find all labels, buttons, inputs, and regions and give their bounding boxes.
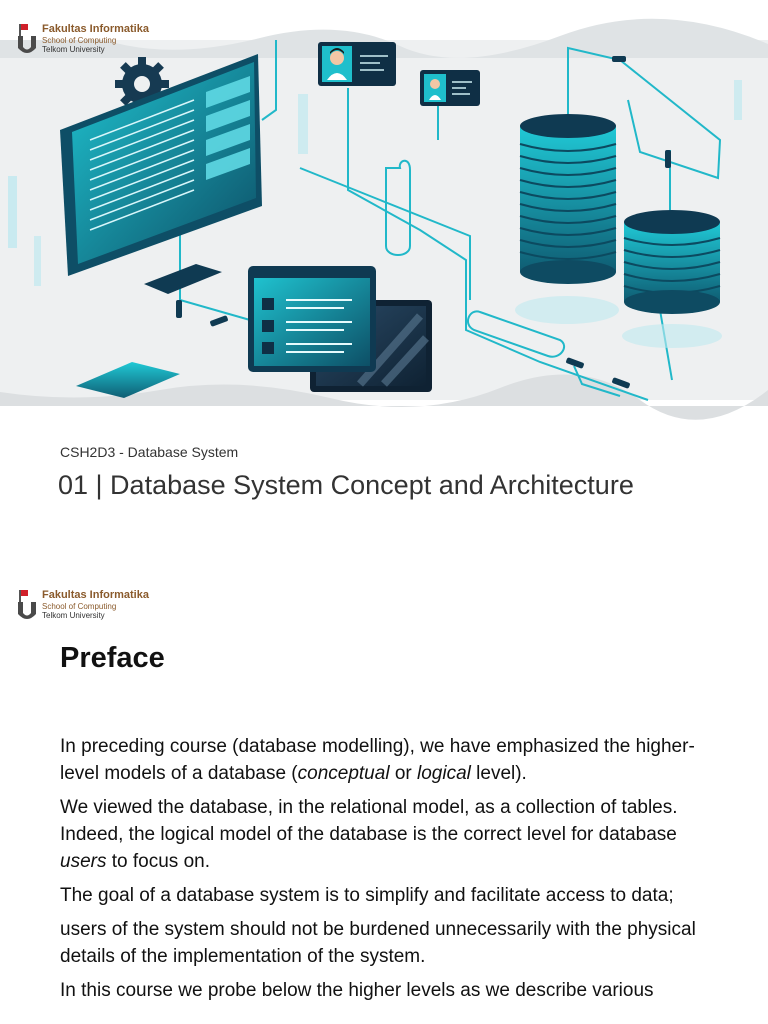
logo-school: School of Computing [42, 602, 117, 611]
course-code: CSH2D3 - Database System [60, 444, 239, 460]
logo-faculty: Fakultas Informatika [42, 23, 149, 35]
paragraph-text: In preceding course (database modelling), we have emphasized the higher-level models of a database ( [60, 736, 695, 784]
paragraph-text: users of the system should not be burdened unnecessarily with the physical details of the implementation of the system. [60, 919, 696, 967]
paragraph-text: We viewed the database, in the relational model, as a collection of tables. Indeed, the logical model of the database is the correct level for database [60, 797, 678, 845]
preface-body [60, 733, 720, 1011]
emphasis-text: users [60, 851, 107, 872]
paragraph-text: or [389, 763, 417, 784]
telkom-logo [16, 24, 149, 58]
telkom-logo [16, 590, 149, 624]
section-heading: Preface [60, 642, 165, 674]
preface-slide [0, 570, 768, 1024]
paragraph-text: In this course we probe below the higher levels as we describe various [60, 980, 654, 1001]
paragraph-text: The goal of a database system is to simplify and facilitate access to data; [60, 885, 674, 906]
paragraph-text: level). [470, 763, 527, 784]
university-emblem-icon [16, 590, 38, 624]
slide-title: 01 | Database System Concept and Architecture [58, 470, 634, 500]
logo-university: Telkom University [42, 611, 105, 620]
logo-school: School of Computing [42, 36, 117, 45]
university-emblem-icon [16, 24, 38, 58]
logo-faculty: Fakultas Informatika [42, 589, 149, 601]
paragraph [60, 733, 720, 787]
paragraph-text: to focus on. [106, 851, 210, 872]
database-illustration [0, 0, 768, 430]
emphasis-text: conceptual [297, 763, 390, 784]
paragraph [60, 916, 720, 970]
paragraph [60, 794, 720, 875]
logo-university: Telkom University [42, 45, 105, 54]
emphasis-text: logical [417, 763, 471, 784]
paragraph [60, 977, 720, 1004]
paragraph [60, 882, 720, 909]
